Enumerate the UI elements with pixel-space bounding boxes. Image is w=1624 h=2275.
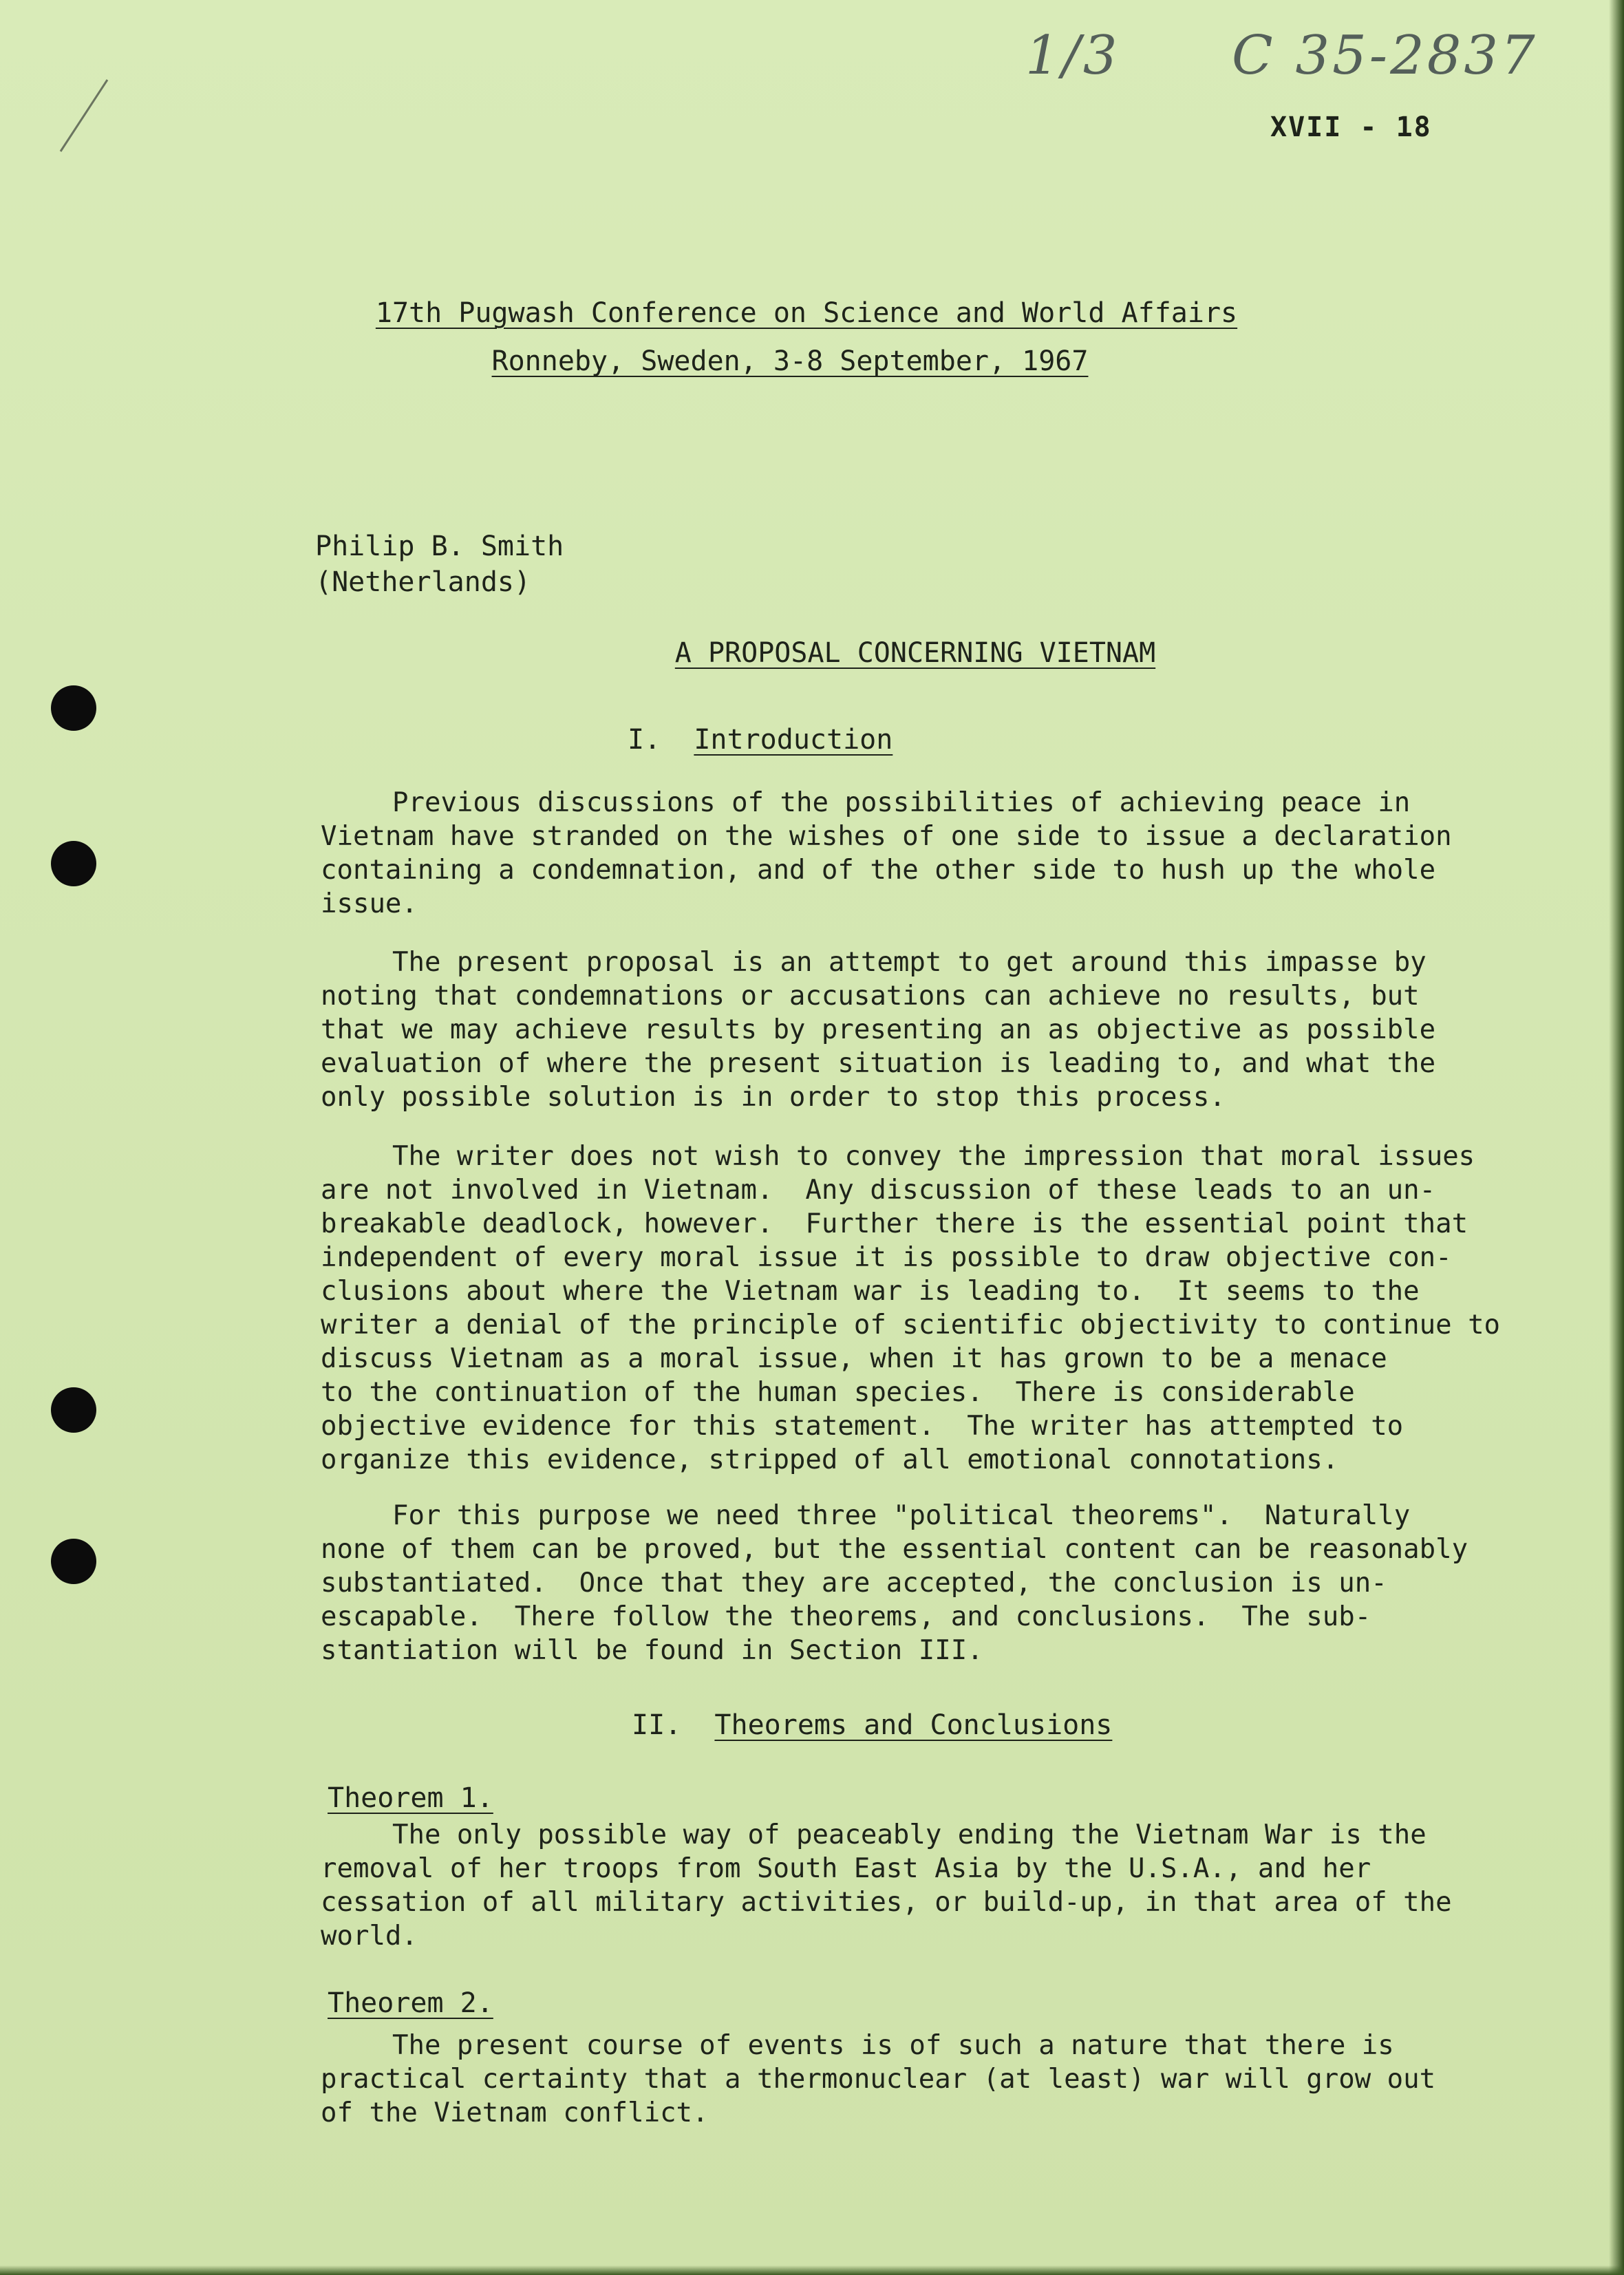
punch-hole xyxy=(51,1387,96,1433)
text-line: cessation of all military activities, or build-up, in that area of the xyxy=(321,1887,1452,1918)
scan-edge-right xyxy=(1609,0,1624,2275)
text-line: The present course of events is of such a nature that there is xyxy=(392,2030,1394,2061)
intro-paragraph-1 xyxy=(321,786,1491,921)
intro-paragraph-2 xyxy=(321,946,1491,1114)
handwritten-page-number: 1/3 xyxy=(1025,25,1120,87)
text-line: practical certainty that a thermonuclear (at least) war will grow out xyxy=(321,2064,1436,2095)
text-line: world. xyxy=(321,1921,418,1952)
text-line: The only possible way of peaceably ending the Vietnam War is the xyxy=(392,1819,1427,1850)
text-line: substantiated. Once that they are accepted, the conclusion is un- xyxy=(321,1568,1387,1599)
text-line: containing a condemnation, and of the other side to hush up the whole xyxy=(321,855,1436,886)
text-line: objective evidence for this statement. The writer has attempted to xyxy=(321,1411,1404,1442)
section-heading-theorems: II. Theorems and Conclusions xyxy=(632,1709,1113,1741)
handwritten-archive-code: C 35-2837 xyxy=(1232,25,1538,87)
text-line: The present proposal is an attempt to get around this impasse by xyxy=(392,947,1427,978)
punch-hole xyxy=(51,841,96,886)
theorem-2-text xyxy=(321,2029,1491,2130)
punch-hole xyxy=(51,1539,96,1584)
scan-edge-bottom xyxy=(0,2265,1624,2275)
document-code: XVII - 18 xyxy=(1270,111,1432,143)
text-line: removal of her troops from South East Asia by the U.S.A., and her xyxy=(321,1853,1371,1884)
text-line: of the Vietnam conflict. xyxy=(321,2097,709,2128)
punch-hole xyxy=(51,685,96,731)
text-line: stantiation will be found in Section III. xyxy=(321,1635,983,1666)
text-line: For this purpose we need three "political theorems". Naturally xyxy=(392,1500,1411,1531)
text-line: issue. xyxy=(321,888,418,919)
text-line: writer a denial of the principle of scientific objectivity to continue to xyxy=(321,1310,1501,1341)
text-line: evaluation of where the present situation is leading to, and what the xyxy=(321,1048,1436,1079)
theorem-1-label: Theorem 1. xyxy=(328,1782,493,1814)
text-line: Previous discussions of the possibilities of achieving peace in xyxy=(392,787,1411,818)
pencil-mark-icon xyxy=(47,76,116,158)
document-title: A PROPOSAL CONCERNING VIETNAM xyxy=(674,637,1156,669)
conference-title: 17th Pugwash Conference on Science and World Affairs xyxy=(375,297,1238,329)
text-line: The writer does not wish to convey the impression that moral issues xyxy=(392,1141,1475,1172)
intro-paragraph-3 xyxy=(321,1140,1501,1477)
theorem-2-label: Theorem 2. xyxy=(328,1987,493,2019)
text-line: breakable deadlock, however. Further there is the essential point that xyxy=(321,1208,1468,1239)
text-line: to the continuation of the human species. There is considerable xyxy=(321,1377,1355,1408)
intro-paragraph-4 xyxy=(321,1499,1491,1667)
text-line: clusions about where the Vietnam war is leading to. It seems to the xyxy=(321,1276,1420,1307)
section-heading-introduction: I. Introduction xyxy=(628,724,893,756)
text-line: only possible solution is in order to stop this process. xyxy=(321,1082,1226,1113)
text-line: escapable. There follow the theorems, and conclusions. The sub- xyxy=(321,1601,1371,1632)
theorem-1-text xyxy=(321,1818,1491,1953)
text-line: are not involved in Vietnam. Any discussion of these leads to an un- xyxy=(321,1175,1436,1206)
text-line: Vietnam have stranded on the wishes of one side to issue a declaration xyxy=(321,821,1452,852)
text-line: that we may achieve results by presenting an as objective as possible xyxy=(321,1014,1436,1045)
author-country: (Netherlands) xyxy=(315,566,531,598)
text-line: none of them can be proved, but the essential content can be reasonably xyxy=(321,1534,1468,1565)
author-name: Philip B. Smith xyxy=(315,531,564,562)
conference-location-date: Ronneby, Sweden, 3-8 September, 1967 xyxy=(491,345,1089,377)
text-line: noting that condemnations or accusations can achieve no results, but xyxy=(321,981,1420,1012)
text-line: independent of every moral issue it is possible to draw objective con- xyxy=(321,1242,1452,1273)
text-line: organize this evidence, stripped of all emotional connotations. xyxy=(321,1444,1339,1475)
text-line: discuss Vietnam as a moral issue, when it has grown to be a menace xyxy=(321,1343,1387,1374)
